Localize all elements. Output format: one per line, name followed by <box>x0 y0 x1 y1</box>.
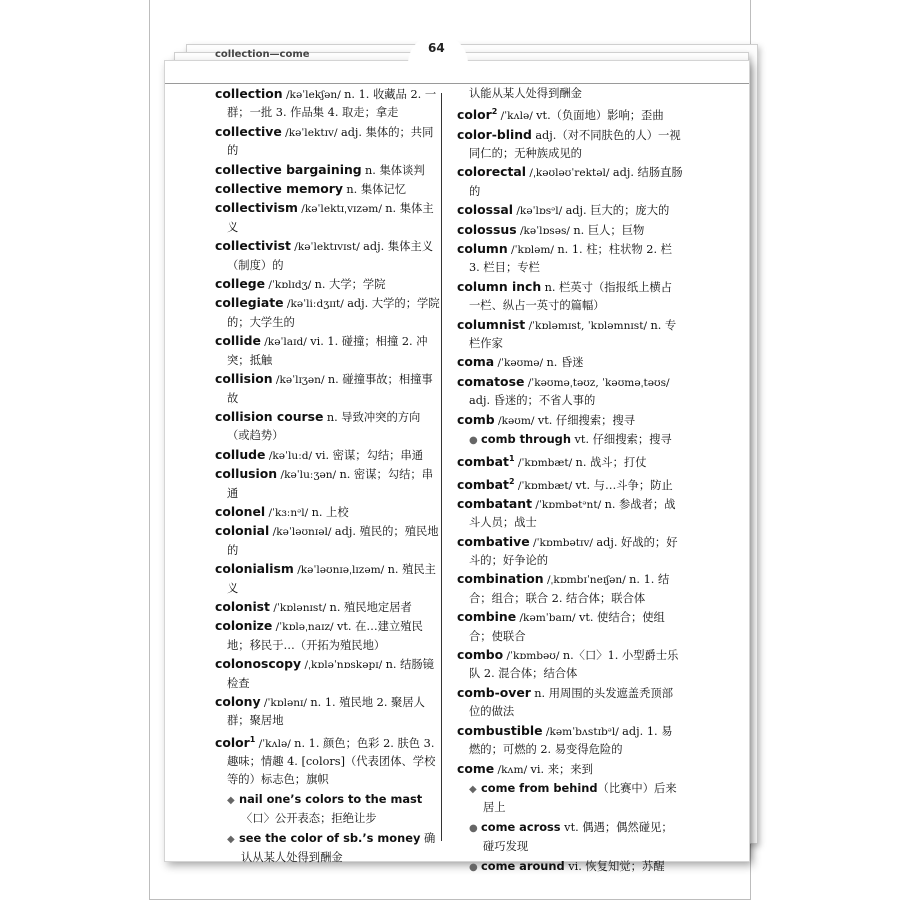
homograph-number: 2 <box>491 107 498 117</box>
definition: n. 参战者；战斗人员；战士 <box>469 497 676 530</box>
pronunciation: /kəʊm/ <box>494 414 538 427</box>
dictionary-entry <box>457 722 683 760</box>
pronunciation: /kəˈlektɪv/ <box>281 126 341 139</box>
dictionary-entry <box>215 522 441 560</box>
dictionary-entry <box>457 533 683 571</box>
definition: n. 栏英寸（指报纸上横占一栏、纵占一英寸的篇幅） <box>469 280 673 313</box>
definition: vt. 使结合；使组合；使联合 <box>469 611 665 643</box>
right-column <box>457 85 683 877</box>
homograph-number: 1 <box>508 454 515 464</box>
headword: collective memory <box>215 181 343 197</box>
headword: collision <box>215 371 273 387</box>
definition: adj.（对不同肤色的人）一视同仁的；无种族成见的 <box>469 128 681 160</box>
definition: n. 1. 柱；柱状物 2. 栏 3. 栏目；专栏 <box>469 243 672 275</box>
pronunciation: /kəˈlekʃən/ <box>282 89 345 101</box>
headword: colorectal <box>457 164 527 180</box>
pronunciation: /kəˈləʊnɪəˌlɪzəm/ <box>293 564 388 577</box>
pronunciation: /ˈkɒmbæt/ <box>514 479 576 492</box>
dictionary-entry <box>457 201 683 220</box>
headword: combination <box>457 571 544 587</box>
dictionary-entry <box>215 123 441 161</box>
dictionary-entry <box>457 684 683 722</box>
dictionary-entry <box>215 161 441 180</box>
dictionary-entry <box>457 163 683 201</box>
headword: column inch <box>457 278 542 294</box>
phrase-text: comb through <box>481 432 571 447</box>
pronunciation: /kəˈlɒsəs/ <box>516 224 574 237</box>
pronunciation: /kəˈlɪʒən/ <box>272 374 328 387</box>
definition: n. 密谋；勾结；串通 <box>227 468 434 500</box>
phrase-entry <box>457 857 683 877</box>
headword: combo <box>457 647 504 663</box>
definition: adj. 集体的；共同的 <box>227 125 434 158</box>
dictionary-entry <box>215 617 441 655</box>
phrase-entry <box>215 790 441 829</box>
headword: collectivism <box>215 200 298 216</box>
definition: vi. 来；来到 <box>530 762 593 776</box>
definition: vt. 仔细搜索；搜寻 <box>537 413 636 427</box>
pronunciation: /ˈkʌlə/ <box>255 737 295 750</box>
pronunciation: /kʌm/ <box>494 763 531 776</box>
dictionary-entry <box>457 103 683 125</box>
headword: colonist <box>215 598 270 614</box>
dictionary-entry <box>215 370 441 408</box>
pronunciation: /kəmˈbʌstɪbᵊl/ <box>542 725 623 738</box>
phrase-text: see the color of sb.’s money <box>239 830 421 845</box>
dictionary-entry <box>215 199 441 237</box>
pronunciation: /ˈkɒlənɪst/ <box>269 601 330 614</box>
definition: adj. 昏迷的；不省人事的 <box>469 394 596 408</box>
left-column <box>215 85 441 867</box>
dictionary-entry <box>215 655 441 693</box>
definition: n. 集体主义 <box>227 202 434 234</box>
pronunciation: /kəˈluːd/ <box>265 449 316 462</box>
dictionary-entry <box>457 316 683 354</box>
entry-continuation: 认能从某人处得到酬金 <box>469 87 582 100</box>
headword: come <box>457 760 495 776</box>
definition: vi. 密谋；勾结；串通 <box>315 448 424 462</box>
definition: vt. 在…建立殖民地；移民于…（开拓为殖民地） <box>227 620 423 652</box>
headword: color <box>457 107 492 123</box>
dictionary-entry <box>457 373 683 411</box>
dictionary-entry <box>457 278 683 316</box>
definition: n. 1. 结合；组合；联合 2. 结合体；联合体 <box>469 573 670 605</box>
header-rule <box>165 83 749 84</box>
pronunciation: /kəˈlaɪd/ <box>260 336 311 349</box>
phrase-definition: vt. 偶遇；偶然碰见；碰巧发现 <box>483 820 673 854</box>
definition: n. 殖民地定居者 <box>329 600 412 614</box>
homograph-number: 1 <box>249 734 256 744</box>
headword: colonial <box>215 523 270 539</box>
dictionary-entry <box>215 408 441 446</box>
dictionary-entry <box>457 240 683 278</box>
pronunciation: /ˈkɒləm/ <box>507 244 558 257</box>
headword: collide <box>215 333 261 349</box>
definition: adj. 1. 易燃的；可燃的 2. 易变得危险的 <box>469 724 673 757</box>
definition: n. 战斗；打仗 <box>575 456 647 470</box>
definition: n. 1. 收藏品 2. 一群；一批 3. 作品集 4. 取走；拿走 <box>227 88 437 120</box>
dictionary-entry <box>215 598 441 617</box>
definition: n. 大学；学院 <box>314 278 386 292</box>
pronunciation: /kəˈləʊnɪəl/ <box>269 526 335 539</box>
dictionary-entry <box>215 332 441 370</box>
bullet-diamond-icon <box>469 781 481 799</box>
phrase-entry <box>215 829 441 868</box>
dictionary-entry <box>457 450 683 472</box>
pronunciation: /kəˈlɒsᵊl/ <box>512 205 566 218</box>
headword: combustible <box>457 722 543 738</box>
page-number: 64 <box>428 41 445 55</box>
phrase-definition: 〈口〉公开表态；拒绝让步 <box>241 812 377 826</box>
definition: vt.（负面地）影响；歪曲 <box>536 109 664 123</box>
headword: comb-over <box>457 684 531 700</box>
definition: n. 昏迷 <box>546 356 584 370</box>
running-head: collection—come <box>215 49 310 60</box>
dictionary-entry <box>215 560 441 598</box>
pronunciation: /ˈkəʊməˌtəʊz, ˈkəʊməˌtəʊs/ <box>524 376 670 389</box>
headword: column <box>457 241 508 257</box>
bullet-circle-icon <box>469 859 481 877</box>
headword: columnist <box>457 316 526 332</box>
dictionary-entry <box>215 693 441 731</box>
headword: combat <box>457 454 509 470</box>
definition: n. 专栏作家 <box>469 318 677 351</box>
dictionary-entry <box>215 275 441 294</box>
dictionary-entry <box>457 608 683 646</box>
definition: n. 碰撞事故；相撞事故 <box>227 373 433 405</box>
headword: collision course <box>215 408 324 424</box>
definition: adj. 殖民的；殖民地的 <box>227 525 439 557</box>
headword: color <box>215 734 250 750</box>
pronunciation: /ˈkəʊmə/ <box>494 357 547 370</box>
pronunciation: /ˈkɒləˌnaɪz/ <box>272 621 337 634</box>
pronunciation: /ˈkɒmbæt/ <box>514 457 576 470</box>
definition: n. 殖民主义 <box>227 563 436 595</box>
dictionary-entry <box>457 473 683 495</box>
dictionary-entry <box>457 495 683 533</box>
headword: combat <box>457 476 509 492</box>
headword: collective bargaining <box>215 161 362 177</box>
headword: color-blind <box>457 126 532 142</box>
headword: colossus <box>457 221 517 237</box>
pronunciation: /ˈkɒləmɪst, ˈkɒləmnɪst/ <box>525 319 651 332</box>
headword: colonel <box>215 503 266 519</box>
headword: comb <box>457 411 495 427</box>
headword: colonoscopy <box>215 656 302 672</box>
bullet-circle-icon <box>469 820 481 838</box>
pronunciation: /kəˈlektɪˌvɪzəm/ <box>297 203 386 216</box>
headword: colonialism <box>215 561 294 577</box>
dictionary-entry <box>457 570 683 608</box>
dictionary-entry <box>215 85 441 123</box>
pronunciation: /kəmˈbaɪn/ <box>516 612 579 625</box>
phrase-text: nail one’s colors to the mast <box>239 791 423 806</box>
phrase-definition: （比赛中）后来居上 <box>483 781 677 815</box>
bullet-diamond-icon <box>227 792 239 810</box>
pronunciation: /ˈkɒmbəʊ/ <box>503 650 563 663</box>
phrase-text: come across <box>481 819 561 834</box>
bullet-diamond-icon <box>227 831 239 849</box>
definition: adj. 好战的；好斗的；好争论的 <box>469 535 678 568</box>
headword: collectivist <box>215 238 291 254</box>
definition: n. 结肠镜检查 <box>227 658 434 690</box>
pronunciation: /ˌkɒləˈnɒskəpɪ/ <box>301 659 386 672</box>
dictionary-entry <box>215 731 441 790</box>
headword: colonize <box>215 618 273 634</box>
dictionary-entry <box>215 446 441 465</box>
dictionary-entry <box>457 646 683 684</box>
pronunciation: /ˈkɒlɪdʒ/ <box>265 279 315 292</box>
phrase-definition: vi. 恢复知觉；苏醒 <box>564 859 665 873</box>
definition: n.〈口〉1. 小型爵士乐队 2. 混合体；结合体 <box>469 649 679 681</box>
pronunciation: /ˈkʌlə/ <box>497 110 537 123</box>
pronunciation: /kəˈlektɪvɪst/ <box>290 241 364 254</box>
phrase-text: come from behind <box>481 780 598 795</box>
dictionary-entry <box>457 353 683 372</box>
pronunciation: /ˌkɒmbɪˈneɪʃən/ <box>543 574 630 587</box>
definition: n. 集体谈判 <box>365 163 425 177</box>
dictionary-entry <box>215 294 441 332</box>
phrase-definition: vt. 仔细搜索；搜寻 <box>570 433 672 447</box>
dictionary-page <box>164 41 750 873</box>
homograph-number: 2 <box>508 476 515 486</box>
definition: n. 1. 颜色；色彩 2. 肤色 3. 趣味；情趣 4. [colors]（代表团体、学校等的）标志色；旗帜 <box>227 736 436 787</box>
definition: n. 上校 <box>311 505 349 519</box>
headword: combine <box>457 609 517 625</box>
definition: adj. 集体主义（制度）的 <box>227 240 434 272</box>
bullet-circle-icon <box>469 432 481 450</box>
pronunciation: /kəˈliːdʒɪɪt/ <box>283 298 348 311</box>
definition: adj. 大学的；学院的；大学生的 <box>227 297 440 329</box>
dictionary-entry <box>457 126 683 164</box>
headword: combative <box>457 533 530 549</box>
pronunciation: /ˌkəʊləʊˈrektəl/ <box>526 167 613 180</box>
headword: collective <box>215 123 282 139</box>
headword: collude <box>215 446 266 462</box>
pronunciation: /ˈkɒmbətᵊnt/ <box>532 498 605 511</box>
headword: collegiate <box>215 295 284 311</box>
definition: n. 巨人；巨物 <box>573 223 645 237</box>
definition: vi. 1. 碰撞；相撞 2. 冲突；抵触 <box>227 335 428 367</box>
headword: colony <box>215 694 261 709</box>
pronunciation: /kəˈluːʒən/ <box>277 469 340 482</box>
column-divider <box>441 93 442 841</box>
dictionary-entry <box>215 237 441 275</box>
headword: collection <box>215 86 283 101</box>
dictionary-entry <box>215 180 441 199</box>
phrase-definition: 确认从某人处得到酬金 <box>241 831 436 865</box>
dictionary-entry <box>457 221 683 240</box>
definition: adj. 巨大的；庞大的 <box>565 204 670 218</box>
dictionary-entry <box>457 760 683 779</box>
phrase-text: come around <box>481 858 565 873</box>
definition: n. 导致冲突的方向（或趋势） <box>227 410 421 443</box>
headword: colossal <box>457 202 513 218</box>
dictionary-entry <box>457 411 683 430</box>
headword: coma <box>457 354 495 370</box>
definition: n. 集体记忆 <box>346 183 407 197</box>
definition: n. 用周围的头发遮盖秃顶部位的做法 <box>469 686 673 719</box>
headword: combatant <box>457 495 533 511</box>
pronunciation: /ˈkɒmbətɪv/ <box>529 536 597 549</box>
headword: collusion <box>215 466 278 482</box>
dictionary-entry <box>215 503 441 522</box>
phrase-entry <box>457 779 683 818</box>
pronunciation: /ˈkɜːnᵊl/ <box>265 506 312 519</box>
headword: college <box>215 276 266 292</box>
phrase-entry <box>457 430 683 450</box>
pronunciation: /ˈkɒlənɪ/ <box>260 697 311 709</box>
headword: comatose <box>457 373 525 389</box>
dictionary-entry <box>215 465 441 503</box>
definition: n. 1. 殖民地 2. 聚居人群；聚居地 <box>227 696 425 728</box>
phrase-entry <box>457 818 683 857</box>
definition: vt. 与…斗争；防止 <box>575 478 673 492</box>
definition: adj. 结肠直肠的 <box>469 166 683 198</box>
